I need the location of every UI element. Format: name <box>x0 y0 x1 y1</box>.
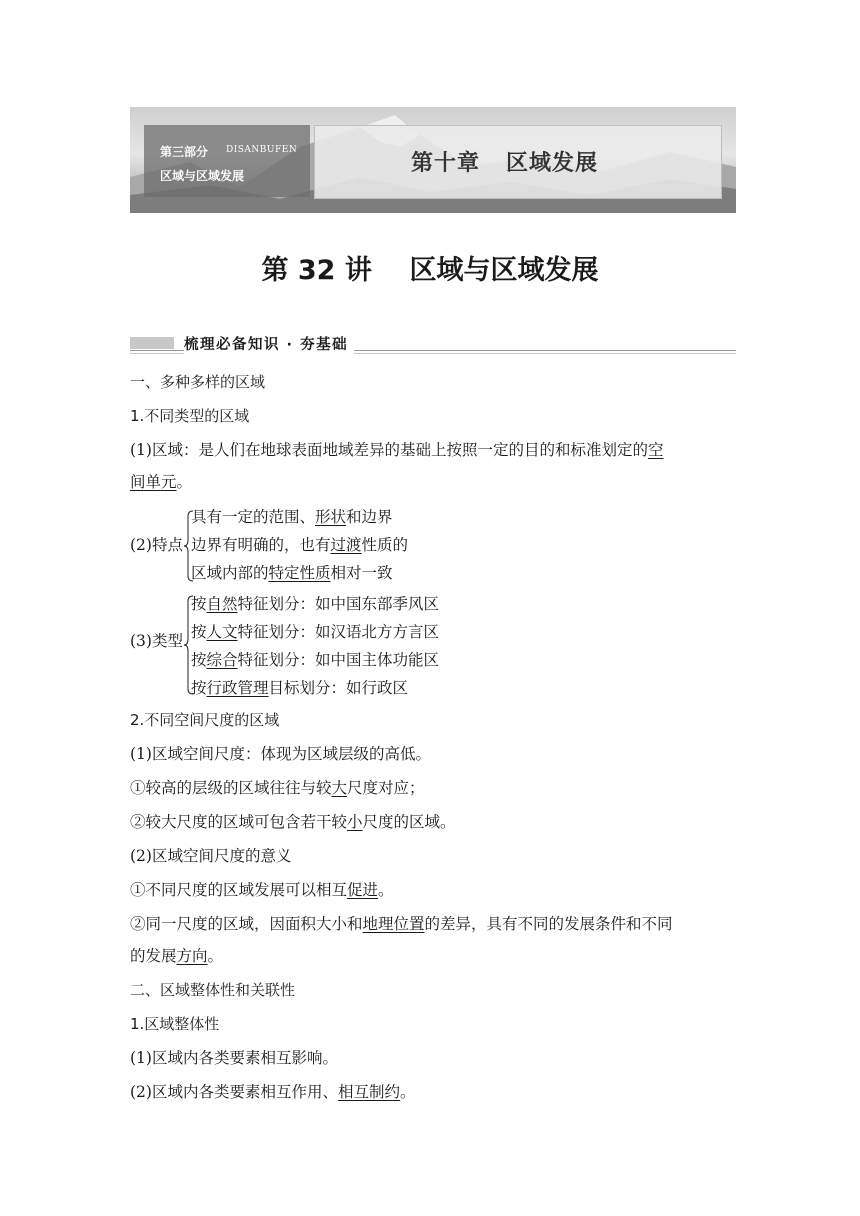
paragraph-integrity-2 <box>130 1082 416 1102</box>
subheading-region-integrity: 1.区域整体性 <box>130 1015 220 1033</box>
paragraph-region-definition <box>130 440 663 460</box>
text: 。 <box>176 473 193 491</box>
blank-answer: 过渡 <box>330 536 362 554</box>
text: 按 <box>191 679 207 697</box>
text: 特征划分：如中国主体功能区 <box>237 651 440 669</box>
paragraph-scale-point-2 <box>130 812 456 832</box>
text: 按 <box>191 623 207 641</box>
types-label: (3)类型 <box>130 632 183 650</box>
text: 。 <box>207 947 224 965</box>
blank-answer: 小 <box>347 813 363 831</box>
type-item-natural <box>191 594 439 614</box>
text: 。 <box>378 881 394 899</box>
blank-answer: 形状 <box>315 508 347 526</box>
blank-answer: 空 <box>647 441 664 459</box>
text: 性质的 <box>361 536 409 554</box>
text: 。 <box>399 1083 416 1101</box>
paragraph-integrity-1: (1)区域内各类要素相互影响。 <box>130 1049 338 1067</box>
text: ②较大尺度的区域可包含若干较 <box>130 813 348 831</box>
blank-answer: 特定性质 <box>268 564 331 582</box>
chapter-box <box>314 125 722 199</box>
chapter-title: 第十章 区域发展 <box>411 151 598 176</box>
blank-answer: 行政管理 <box>206 679 269 697</box>
text: 的发展 <box>130 947 177 965</box>
blank-answer: 方向 <box>176 947 208 965</box>
lecture-title: 第 32 讲 区域与区域发展 <box>261 255 599 286</box>
heading-diverse-regions: 一、多种多样的区域 <box>130 373 266 391</box>
blank-answer: 大 <box>331 779 348 797</box>
text: ①不同尺度的区域发展可以相互 <box>130 881 348 899</box>
text: 特征划分：如汉语北方方言区 <box>237 623 440 641</box>
paragraph-scale-definition: (1)区域空间尺度：体现为区域层级的高低。 <box>130 745 431 763</box>
text: 和边界 <box>346 508 393 526</box>
text: 边界有明确的，也有 <box>191 536 331 554</box>
blank-answer: 地理位置 <box>362 915 425 933</box>
text: 目标划分：如行政区 <box>268 679 409 697</box>
text: 区域内部的 <box>191 564 269 582</box>
section-header <box>130 333 736 353</box>
type-item-human <box>191 622 439 642</box>
paragraph-scale-meaning: (2)区域空间尺度的意义 <box>130 847 292 865</box>
text: ②同一尺度的区域，因面积大小和 <box>130 915 363 933</box>
text: 的差异，具有不同的发展条件和不同 <box>424 915 673 933</box>
type-item-comprehensive <box>191 650 439 670</box>
text: 按 <box>191 651 207 669</box>
type-item-administrative <box>191 678 408 698</box>
text: (2)区域内各类要素相互作用、 <box>130 1083 338 1101</box>
heading-integrity-connectivity: 二、区域整体性和关联性 <box>130 981 296 999</box>
feature-item-1 <box>191 507 393 527</box>
text: 尺度的区域。 <box>362 813 456 831</box>
feature-item-3 <box>191 563 393 583</box>
part-name: 区域与区域发展 <box>160 169 245 183</box>
part-number: 第三部分 <box>160 145 209 159</box>
text: 具有一定的范围、 <box>191 508 316 526</box>
blank-answer: 自然 <box>206 595 238 613</box>
paragraph-meaning-point-2-cont <box>130 946 223 966</box>
subheading-region-types: 1.不同类型的区域 <box>130 407 250 425</box>
paragraph-scale-point-1 <box>130 778 425 798</box>
paragraph-meaning-point-2 <box>130 914 673 934</box>
subheading-spatial-scale: 2.不同空间尺度的区域 <box>130 711 280 729</box>
text: (1)区域：是人们在地球表面地域差异的基础上按照一定的目的和标准划定的 <box>130 441 648 459</box>
chapter-banner <box>130 107 736 213</box>
text: 相对一致 <box>330 564 393 582</box>
blank-answer: 人文 <box>206 623 238 641</box>
section-header-label: 梳理必备知识 · 夯基础 <box>184 333 354 354</box>
text: ①较高的层级的区域往往与较 <box>130 779 332 797</box>
blank-answer: 促进 <box>347 881 379 899</box>
text: 特征划分：如中国东部季风区 <box>237 595 440 613</box>
section-marker <box>130 337 174 349</box>
paragraph-region-definition-cont <box>130 472 192 492</box>
feature-item-2 <box>191 535 408 555</box>
blank-answer: 综合 <box>206 651 238 669</box>
paragraph-meaning-point-1 <box>130 880 394 900</box>
blank-answer: 间单元 <box>130 473 177 491</box>
features-label: (2)特点 <box>130 536 183 554</box>
part-box <box>144 125 310 197</box>
text: 尺度对应； <box>347 779 425 797</box>
part-english: DISANBUFEN <box>226 145 298 155</box>
blank-answer: 相互制约 <box>337 1083 400 1101</box>
text: 按 <box>191 595 207 613</box>
